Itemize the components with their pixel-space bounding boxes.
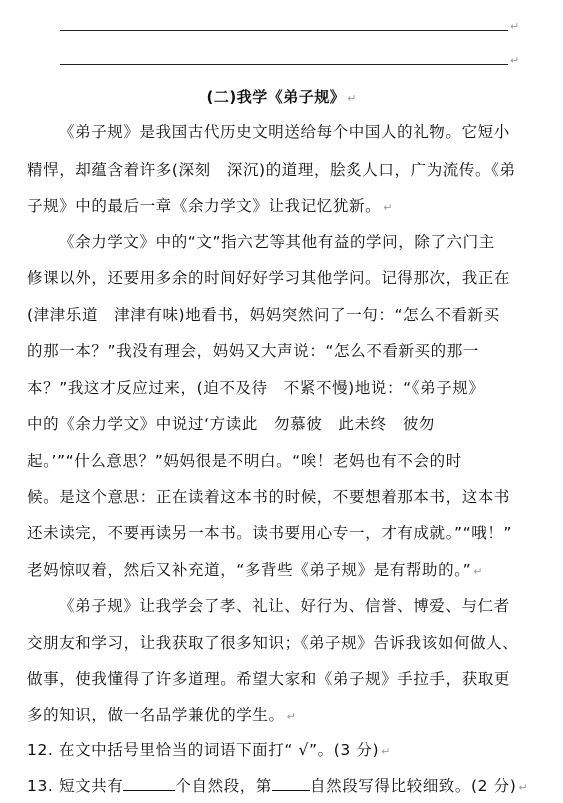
section-title — [0, 86, 563, 107]
text-line: 候。是这个意思：正在读着这本书的时候，不要想着那本书，这本书 — [27, 488, 511, 506]
text-line: 《弟子规》让我学会了孝、礼让、好行为、信誉、博爱、与仁者 — [59, 597, 510, 615]
text-line: 本？”我这才反应过来，(迫不及待 不紧不慢)地说：“《弟子规》 — [27, 379, 485, 397]
answer-line-2 — [60, 64, 508, 65]
text-line: 《余力学文》中的“文”指六艺等其他有益的学问，除了六门主 — [59, 233, 495, 251]
text-line: 《弟子规》是我国古代历史文明送给每个中国人的礼物。它短小 — [59, 123, 510, 141]
text-line: 精悍，却蕴含着许多(深刻 深沉)的道理，脍炙人口，广为流传。《弟 — [27, 161, 516, 179]
text-line: 老妈惊叹着，然后又补充道，“多背些《弟子规》是有帮助的。” ↵ — [27, 561, 483, 579]
paragraph-mark: ↵ — [347, 92, 357, 105]
question-12: 12. 在文中括号里恰当的词语下面打“ √”。(3 分) ↵ — [27, 741, 391, 759]
text-line: 修课以外，还要用多余的时间好好学习其他学问。记得那次，我正在 — [27, 269, 511, 287]
text-line: 多的知识，做一名品学兼优的学生。 ↵ — [27, 706, 296, 724]
question-13: 13. 短文共有 个自然段，第 自然段写得比较细致。(2 分) ↵ — [27, 777, 528, 795]
section-title-text: (二)我学《弟子规》 — [206, 88, 346, 106]
text-line: 做事，使我懂得了许多道理。希望大家和《弟子规》手拉手，获取更 — [27, 670, 511, 688]
paragraph-mark: ↵ — [510, 54, 520, 67]
paragraph-mark: ↵ — [510, 20, 520, 33]
text-line: 交朋友和学习，让我获取了很多知识；《弟子规》告诉我该如何做人、 — [27, 634, 519, 652]
text-line: 的那一本？”我没有理会，妈妈又大声说：“怎么不看新买的那一 — [27, 342, 479, 360]
text-line: 子规》中的最后一章《余力学文》让我记忆犹新。 ↵ — [27, 197, 393, 215]
answer-blank[interactable] — [272, 776, 310, 791]
text-line: 起。’”“什么意思？”妈妈很是不明白。“唉！老妈也有不会的时 — [27, 452, 462, 470]
text-line: 还未读完，不要再读另一本书。读书要用心专一，才有成就。”“哦！” — [27, 524, 513, 542]
text-line: 中的《余力学文》中说过‘方读此 勿慕彼 此未终 彼勿 — [27, 415, 436, 433]
text-line: (津津乐道 津津有味)地看书，妈妈突然问了一句：“怎么不看新买 — [27, 306, 500, 324]
answer-blank[interactable] — [123, 776, 175, 791]
answer-line-1 — [60, 30, 508, 31]
